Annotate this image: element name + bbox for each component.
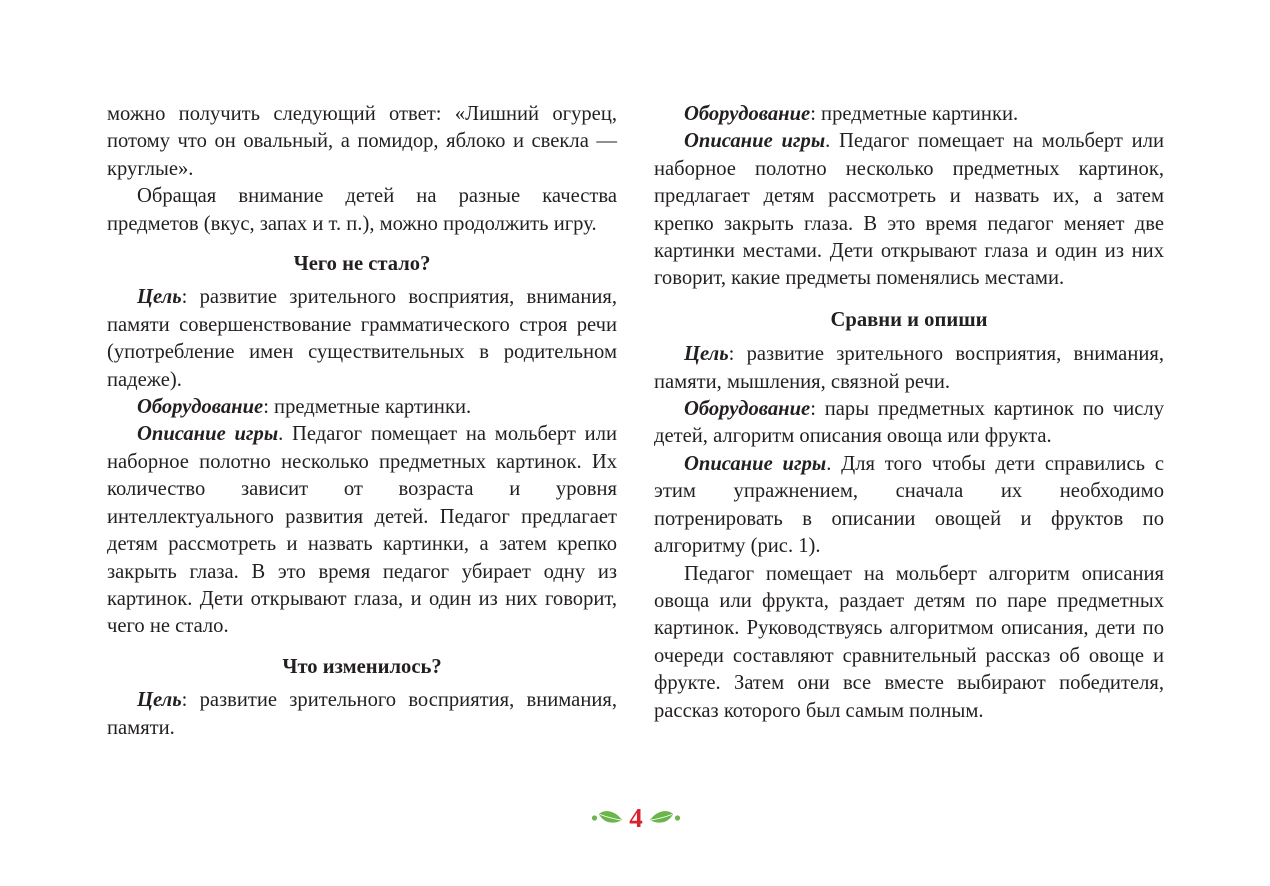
equipment-paragraph [654,101,1164,128]
equipment-paragraph [107,394,617,421]
leaf-icon [591,807,625,829]
description-label: Описание игры [684,130,826,153]
description-paragraph [654,128,1164,292]
section-heading: Что изменилось? [282,655,442,678]
paragraph: Обращая внимание детей на разные качества предметов (вкус, запах и т. п.), можно продолжить игру. [107,185,617,235]
description-text: . Для того чтобы дети справились с этим упражнением, сначала их необходимо потренировать в описании овощей и фруктов по алгоритму (рис. 1). [654,452,1164,558]
description-text: . Педагог помещает на мольберт или наборное полотно несколько предметных картинок. Их количество зависит от возраста и уровня интеллектуального развития детей. Педагог предлагает детям рассмотреть и назвать картинки, а затем крепко закрыть глаза. В это время педагог убирает одну из картинок. Дети открывают глаза, и один из них говорит, чего не стало. [107,423,617,638]
description-label: Описание игры [684,452,827,475]
goal-text: : развитие зрительного восприятия, внимания, памяти, мышления, связной речи. [654,343,1164,393]
description-text: . Педагог помещает на мольберт или наборное полотно несколько предметных картинок, предлагает детям рассмотреть и назвать их, а затем крепко закрыть глаза. В это время педагог меняет две картинки местами. Дети открывают глаза и один из них говорит, какие предметы поменялись местами. [654,130,1164,290]
paragraph: можно получить следующий ответ: «Лишний огурец, потому что он овальный, а помидор, яблоко и свекла — круглые». [107,103,617,180]
goal-paragraph [107,284,617,394]
paragraph: Педагог помещает на мольберт алгоритм описания овоща или фрукта, раздает детям по паре предметных картинок. Руководствуясь алгоритмом описания, дети по очереди составляют сравнительный рассказ об овоще и фрукте. Затем они все вместе выбирают победителя, рассказ которого был самым полным. [654,562,1164,722]
page-number-footer [588,800,684,836]
description-paragraph [107,421,617,640]
section-heading: Сравни и опиши [830,308,988,331]
left-column [107,101,617,742]
page-number: 4 [629,802,643,833]
equipment-paragraph [654,396,1164,451]
goal-label: Цель [684,343,729,366]
goal-paragraph [654,341,1164,396]
equipment-text: : пары предметных картинок по числу детей, алгоритм описания овоща или фрукта. [654,398,1164,448]
description-label: Описание игры [137,423,279,446]
description-paragraph [654,451,1164,561]
section-heading: Чего не стало? [293,253,431,276]
goal-text: : развитие зрительного восприятия, внимания, памяти. [107,689,617,739]
goal-label: Цель [137,286,182,309]
equipment-text: : предметные картинки. [810,103,1019,125]
leaf-icon [647,807,681,829]
goal-paragraph [107,687,617,742]
goal-label: Цель [137,689,182,712]
equipment-text: : предметные картинки. [263,396,472,419]
goal-text: : развитие зрительного восприятия, внимания, памяти совершенствование грамматического строя речи (употребление имен существительных в родительном падеже). [107,286,617,391]
equipment-label: Оборудование [137,396,264,419]
equipment-label: Оборудование [684,398,811,421]
equipment-label: Оборудование [684,103,811,125]
right-column [654,101,1164,725]
